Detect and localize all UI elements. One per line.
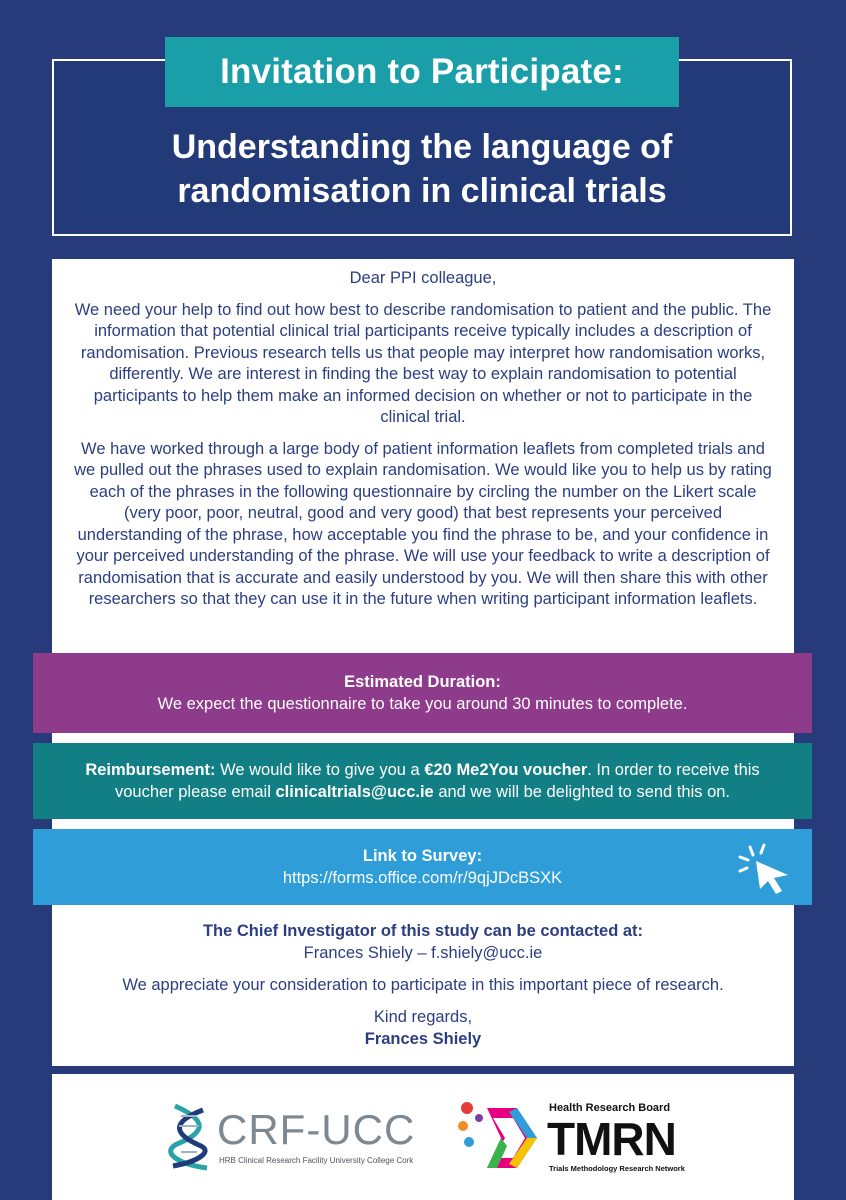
contact-section <box>52 920 794 1050</box>
closing-text: Kind regards, <box>373 1008 473 1026</box>
tmrn-logo <box>457 1098 717 1178</box>
subtitle-line-1: Understanding the language of <box>171 128 673 166</box>
reimbursement-text-3: and we will be delighted to send this on. <box>433 783 731 801</box>
crf-ucc-logo <box>167 1102 417 1172</box>
crf-ucc-subtitle: HRB Clinical Research Facility University College Cork <box>219 1156 414 1165</box>
logo-panel <box>52 1074 794 1200</box>
paragraph-intro: We need your help to find out how best to describe randomisation to patient and the public. The information that potential clinical trial participants receive typically includes a description of randomisation. Previous research tells us that people may interpret how randomisation works, differently. We are interest in finding the best way to explain randomisation to potential participants to help them make an informed decision on whether or not to participate in the clinical trial. <box>74 300 772 426</box>
contact-heading: The Chief Investigator of this study can be contacted at: <box>202 922 644 940</box>
reimbursement-label: Reimbursement: <box>85 761 216 779</box>
voucher-amount: €20 Me2You voucher <box>424 761 588 779</box>
contact-details[interactable]: Frances Shiely – f.shiely@ucc.ie <box>303 944 543 962</box>
tmrn-wordmark: TMRN <box>547 1113 676 1165</box>
paragraph-method: We have worked through a large body of patient information leaflets from completed trials and we pulled out the phrases used to explain randomisation. We would like you to help us by rating each of the phrases in the following questionnaire by circling the number on the Likert scale (very poor, poor, neutral, good and very good) that best represents your perceived understanding of the phrase, how acceptable you find the phrase to be, and your confidence in your perceived understanding of the phrase. We will use your feedback to write a description of randomisation that is accurate and easily understood by you. We will then share this with other researchers so that they can use it in the future when writing participant information leaflets. <box>74 439 772 608</box>
crf-ucc-wordmark: CRF-UCC <box>217 1106 416 1153</box>
duration-band <box>33 653 812 733</box>
appreciation-text: We appreciate your consideration to participate in this important piece of research. <box>122 976 724 994</box>
duration-label: Estimated Duration: <box>344 673 501 691</box>
page-title: Invitation to Participate: <box>220 52 624 91</box>
page-subtitle <box>52 125 792 213</box>
tmrn-mark-icon <box>457 1098 543 1178</box>
reimbursement-band <box>33 743 812 819</box>
dna-helix-icon <box>167 1102 213 1172</box>
reimbursement-text <box>33 759 812 803</box>
duration-text: We expect the questionnaire to take you around 30 minutes to complete. <box>157 695 688 713</box>
letter-body <box>52 268 794 621</box>
survey-band <box>33 829 812 905</box>
hrb-name: Health Research Board <box>549 1102 671 1114</box>
subtitle-line-2: randomisation in clinical trials <box>177 172 667 210</box>
title-banner <box>165 37 679 107</box>
tmrn-subtitle: Trials Methodology Research Network <box>549 1164 685 1173</box>
survey-link[interactable]: https://forms.office.com/r/9qjJDcBSXK <box>282 869 563 887</box>
reimbursement-email-link[interactable]: clinicaltrials@ucc.ie <box>275 783 434 801</box>
reimbursement-text-1: We would like to give you a <box>215 761 425 779</box>
click-cursor-icon <box>736 841 794 897</box>
reimbursement-text-2: . In order to receive this voucher please email <box>114 761 760 801</box>
signature: Frances Shiely <box>364 1030 482 1048</box>
survey-label: Link to Survey: <box>362 847 483 865</box>
greeting: Dear PPI colleague, <box>349 269 497 287</box>
